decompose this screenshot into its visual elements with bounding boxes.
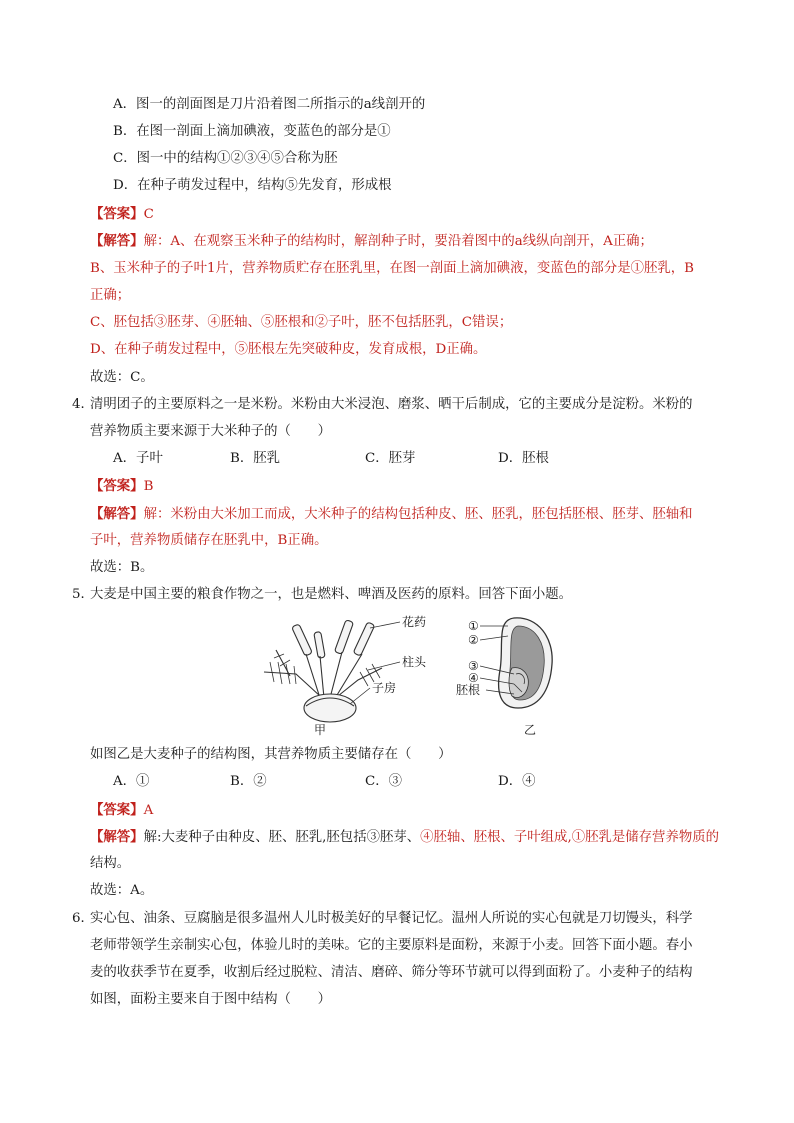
analysis-text-red: ④胚轴、胚根、子叶组成,①胚乳是储存营养物质的 [420, 830, 720, 845]
q5-option-b: B．② [230, 774, 267, 789]
answer-tag: 【答案】 [90, 802, 144, 818]
q4-analysis-line-2: 子叶，营养物质储存在胚乳中，B正确。 [90, 533, 328, 548]
q3-analysis-line-5: D、在种子萌发过程中，⑤胚根左先突破种皮，发育成根，D正确。 [90, 342, 487, 357]
q4-answer [90, 476, 153, 497]
q3-analysis-line-4: C、胚包括③胚芽、④胚轴、⑤胚根和②子叶，胚不包括胚乳，C错误； [90, 315, 513, 330]
q4-option-a: A．子叶 [113, 451, 163, 466]
caption-yi: 乙 [524, 723, 537, 737]
q4-stem-line-2: 营养物质主要来源于大米种子的（ ） [90, 424, 332, 439]
answer-tag: 【答案】 [90, 206, 144, 222]
analysis-text: 解：米粉由大米加工而成，大米种子的结构包括种皮、胚、胚乳，胚包括胚根、胚芽、胚轴和 [143, 507, 693, 522]
label-stigma: 柱头 [402, 655, 427, 669]
q3-analysis-line-3: 正确； [90, 288, 131, 303]
barley-seed-figure [452, 612, 572, 740]
q5-analysis-line-2: 结构。 [90, 856, 131, 871]
q5-answer [90, 800, 153, 821]
q5-stem: 大麦是中国主要的粮食作物之一，也是燃料、啤酒及医药的原料。回答下面小题。 [90, 587, 573, 602]
q4-option-b: B．胚乳 [230, 451, 281, 466]
q6-stem-line-2: 老师带领学生亲制实心包，体验儿时的美味。它的主要原料是面粉，来源于小麦。回答下面小题。春小 [90, 938, 693, 953]
label-radicle: 胚根 [456, 683, 481, 697]
label-2: ② [468, 633, 479, 647]
analysis-tag: 【解答】 [90, 829, 144, 845]
q5-option-a: A．① [113, 774, 150, 789]
label-anther: 花药 [402, 615, 427, 629]
q3-conclusion: 故选：C。 [90, 370, 154, 385]
q5-option-d: D．④ [498, 774, 536, 789]
analysis-tag: 【解答】 [90, 233, 144, 249]
analysis-text: 解：A、在观察玉米种子的结构时，解剖种子时，要沿着图中的a线纵向剖开，A正确； [143, 234, 653, 249]
label-1: ① [468, 619, 479, 633]
analysis-tag: 【解答】 [90, 506, 144, 522]
q6-stem-line-1: 实心包、油条、豆腐脑是很多温州人儿时极美好的早餐记忆。温州人所说的实心包就是刀切馒头，科学 [90, 911, 693, 926]
answer-value: C [143, 207, 154, 222]
caption-jia: 甲 [314, 723, 327, 737]
label-4: ④ [468, 671, 479, 685]
answer-value: A [143, 803, 154, 818]
q3-answer [90, 204, 154, 225]
q6-stem-line-3: 麦的收获季节在夏季，收割后经过脱粒、清洁、磨碎、筛分等环节就可以得到面粉了。小麦种子的结构 [90, 965, 693, 980]
barley-flower-figure [250, 610, 450, 740]
label-3: ③ [468, 659, 479, 673]
q4-option-c: C．胚芽 [365, 451, 416, 466]
q3-option-a: A．图一的剖面图是刀片沿着图二所指示的a线剖开的 [113, 97, 426, 112]
q4-stem-line-1: 清明团子的主要原料之一是米粉。米粉由大米浸泡、磨浆、晒干后制成，它的主要成分是淀粉。米粉的 [90, 397, 693, 412]
q4-analysis-line-1 [90, 504, 693, 525]
q6-stem-line-4: 如图，面粉主要来自于图中结构（ ） [90, 992, 332, 1007]
q6-number: 6． [72, 911, 94, 926]
q4-conclusion: 故选：B。 [90, 560, 154, 575]
q3-option-b: B．在图一剖面上滴加碘液，变蓝色的部分是① [113, 124, 391, 139]
analysis-text-black: 解:大麦种子由种皮、胚、胚乳,胚包括③胚芽、 [143, 830, 421, 845]
q4-number: 4． [72, 397, 94, 412]
q5-question: 如图乙是大麦种子的结构图，其营养物质主要储存在（ ） [90, 747, 452, 762]
q3-analysis-line-1 [90, 231, 653, 252]
q5-number: 5． [72, 587, 94, 602]
q3-option-c: C．图一中的结构①②③④⑤合称为胚 [113, 151, 338, 166]
q4-option-d: D．胚根 [498, 451, 549, 466]
q5-analysis-line-1 [90, 827, 719, 848]
q3-analysis-line-2: B、玉米种子的子叶1片，营养物质贮存在胚乳里，在图一剖面上滴加碘液，变蓝色的部分是①胚乳，B [90, 261, 694, 276]
q3-option-d: D．在种子萌发过程中，结构⑤先发育，形成根 [113, 178, 392, 193]
flower-drawing [264, 620, 400, 722]
seed-drawing [480, 618, 552, 708]
answer-tag: 【答案】 [90, 478, 144, 494]
label-ovary: 子房 [372, 681, 397, 695]
q5-option-c: C．③ [365, 774, 403, 789]
answer-value: B [143, 479, 154, 494]
q5-conclusion: 故选：A。 [90, 883, 154, 898]
